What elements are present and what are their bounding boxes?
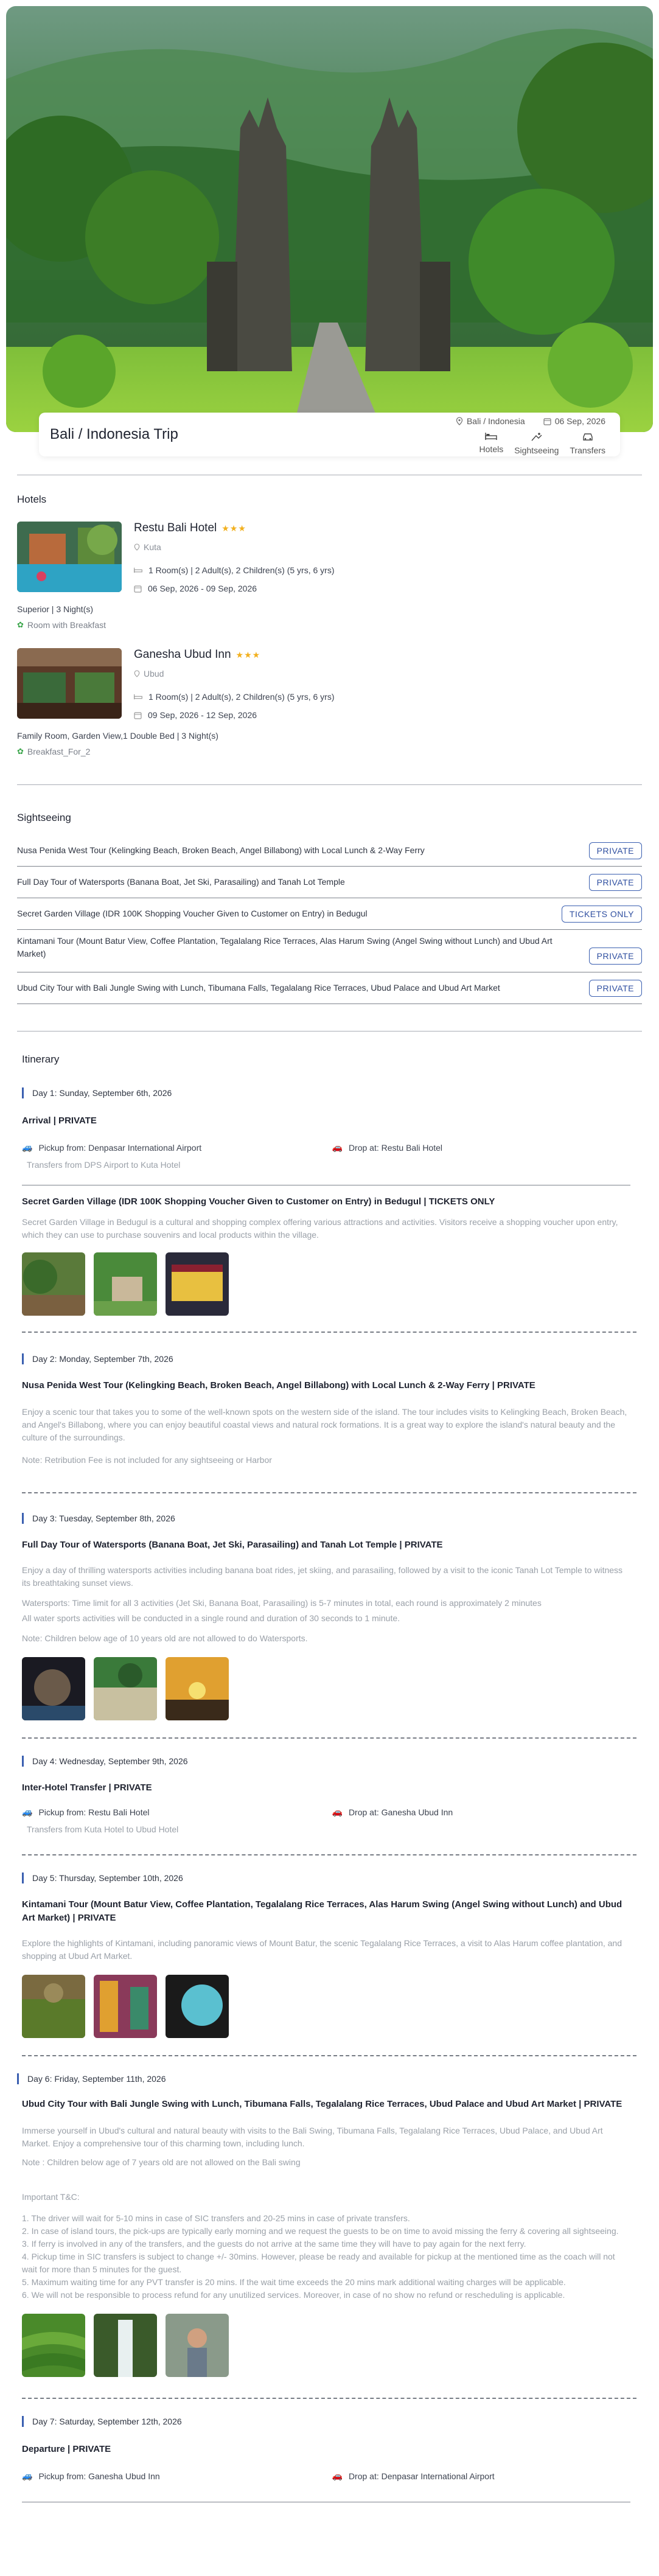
activity-images [22,1657,642,1720]
trip-title: Bali / Indonesia Trip [50,426,178,442]
sightseeing-title: Sightseeing [17,812,71,823]
tab-hotels[interactable]: Hotels [479,432,504,455]
activity-images [22,1252,642,1316]
location-pin-icon [456,417,463,425]
sightseeing-name: Nusa Penida West Tour (Kelingking Beach, Broken Beach, Angel Billabong) with Local Lunch & 2-Way Ferry [17,845,425,855]
car-icon: 🚗 [332,1807,343,1817]
tc-item: 6. We will not be responsible to process refund for any unutilized services. Moreover, in case of no show no refund or rescheduling is applicable. [22,2290,565,2300]
activity-image [166,1657,229,1720]
sightseeing-badge: PRIVATE [589,874,642,891]
transfer-note: Transfers from DPS Airport to Kuta Hotel [27,1160,181,1170]
star-rating: ★★★ [221,523,246,533]
sightseeing-row [17,930,642,972]
activity-detail: All water sports activities will be conducted in a single round and duration of 30 seconds to 1 minute. [22,1613,400,1623]
activity-image [22,1975,85,2038]
day-label: Day 6: Friday, September 11th, 2026 [17,2073,642,2084]
calendar-icon [134,711,142,719]
tc-list [22,2212,630,2302]
bed-icon [134,694,142,700]
hotel-card [17,522,642,593]
sightseeing-badge: PRIVATE [589,948,642,965]
tc-item: 3. If ferry is involved in any of the transfers, and the guests do not arrive at the same time they will have to pay again for the next ferry. [22,2239,526,2249]
activity-title: Secret Garden Village (IDR 100K Shopping Voucher Given to Customer on Entry) in Bedugul | TICKETS ONLY [22,1196,495,1207]
activity-title: Inter-Hotel Transfer | PRIVATE [22,1782,152,1793]
activity-image [22,1657,85,1720]
tab-sightseeing[interactable]: Sightseeing [514,432,559,455]
activity-image [94,1252,157,1316]
leaf-icon: ✿ [17,620,24,629]
day-label: Day 1: Sunday, September 6th, 2026 [22,1087,642,1098]
activity-note: Note: Children below age of 10 years old are not allowed to do Watersports. [22,1633,308,1643]
activity-title: Arrival | PRIVATE [22,1115,97,1126]
tc-item: 4. Pickup time in SIC transfers is subject to change +/- 30mins. However, please be ready and available for pickup at the mentioned time as the coach will not wait for more than 5 minutes for the guest. [22,2252,615,2274]
calendar-icon [543,417,551,425]
hotel-location: Kuta [134,542,334,552]
transfer-row: 🚙 Pickup from: Denpasar International Airport 🚗 Drop at: Restu Bali Hotel [22,1142,443,1153]
hero-image [6,6,653,432]
trip-date: 06 Sep, 2026 [543,416,605,426]
car-icon: 🚙 [22,1142,33,1152]
sightseeing-name: Full Day Tour of Watersports (Banana Boat, Jet Ski, Parasailing) and Tanah Lot Temple [17,877,345,887]
car-icon: 🚗 [332,2471,343,2480]
activity-image [94,1657,157,1720]
activity-image [22,1252,85,1316]
hotel-name[interactable]: Ganesha Ubud Inn ★★★ [134,648,261,661]
car-icon: 🚙 [22,2471,33,2480]
trip-location: Bali / Indonesia [456,416,525,426]
sightseeing-badge: TICKETS ONLY [562,906,642,923]
activity-image [94,2314,157,2377]
day-label: Day 5: Thursday, September 10th, 2026 [22,1873,642,1883]
sightseeing-name: Secret Garden Village (IDR 100K Shopping Voucher Given to Customer on Entry) in Bedugul [17,909,368,918]
sightseeing-row [17,898,642,930]
car-icon: 🚙 [22,1807,33,1817]
activity-title: Kintamani Tour (Mount Batur View, Coffee Plantation, Tegalalang Rice Terraces, Alas Harum Swing (Angel Swing without Lunch) and Ubud Art Market) | PRIVATE [22,1899,622,1923]
activity-description: Immerse yourself in Ubud's cultural and natural beauty with visits to the Bali Swing, Tibumana Falls, Tegalalang Rice Terraces, Ubud Palace, and Ubud Art Market. Enjoy a comprehensive tour of this charming town, including lunch. [22,2126,603,2148]
hotel-dates: 06 Sep, 2026 - 09 Sep, 2026 [134,584,334,593]
hotel-rooms: 1 Room(s) | 2 Adult(s), 2 Children(s) (5 yrs, 6 yrs) [134,692,334,702]
calendar-icon [134,585,142,593]
trip-meta [456,414,605,455]
activity-description: Enjoy a day of thrilling watersports activities including banana boat rides, jet skiing, and parasailing, followed by a visit to the iconic Tanah Lot Temple to witness its breathtaking sunset views. [22,1565,623,1588]
activity-title: Departure | PRIVATE [22,2444,111,2454]
hotel-rooms: 1 Room(s) | 2 Adult(s), 2 Children(s) (5 yrs, 6 yrs) [134,565,334,575]
activity-images [22,2314,642,2377]
star-rating: ★★★ [235,649,261,660]
activity-detail: Watersports: Time limit for all 3 activities (Jet Ski, Banana Boat, Parasailing) is 5-7 minutes in total, each round is approximately 2 minutes [22,1598,542,1608]
location-pin-icon [134,543,140,551]
activity-image [22,2314,85,2377]
sightseeing-badge: PRIVATE [589,980,642,997]
bed-icon [134,567,142,573]
hotel-room-type: Family Room, Garden View,1 Double Bed | 3 Night(s) [17,731,218,741]
tc-item: 2. In case of island tours, the pick-ups are typically early morning and we request the guests to be on time to avoid missing the ferry & covering all sightseeing. [22,2226,619,2236]
activity-image [166,1975,229,2038]
activity-description: Explore the highlights of Kintamani, including panoramic views of Mount Batur, the scenic Tegalalang Rice Terraces, a visit to Alas Harum coffee plantation, and shopping at Ubud Art Market. [22,1938,622,1961]
transfer-note: Transfers from Kuta Hotel to Ubud Hotel [27,1824,179,1834]
bed-icon [485,432,497,441]
hotel-location: Ubud [134,669,334,679]
sightseeing-name: Kintamani Tour (Mount Batur View, Coffee Plantation, Tegalalang Rice Terraces, Alas Harum Swing (Angel Swing without Lunch) and Ubud Art Market) [17,935,553,958]
day-label: Day 2: Monday, September 7th, 2026 [22,1353,642,1364]
activity-description: Enjoy a scenic tour that takes you to some of the well-known spots on the western side of the island. The tour includes visits to Kelingking Beach, Broken Beach, and Angel's Billabong, where you can enjoy beautiful coastal views and natural rock formations. It is a great way to explore the island's natural beauty and the culture of the surroundings. [22,1407,627,1442]
day-label: Day 7: Saturday, September 12th, 2026 [22,2416,642,2427]
activity-title: Nusa Penida West Tour (Kelingking Beach, Broken Beach, Angel Billabong) with Local Lunch & 2-Way Ferry | PRIVATE [22,1380,535,1391]
tc-item: 1. The driver will wait for 5-10 mins in case of SIC transfers and 20-25 mins in case of private transfers. [22,2213,410,2223]
activity-description: Secret Garden Village in Bedugul is a cultural and shopping complex offering various attractions and activities. Visitors receive a shopping voucher upon entry, which they can use to purchase souvenirs and local products within the village. [22,1217,618,1240]
hotel-name[interactable]: Restu Bali Hotel ★★★ [134,522,246,534]
hotel-image [17,648,122,719]
activity-image [166,1252,229,1316]
sightseeing-badge: PRIVATE [589,842,642,859]
sightseeing-row [17,867,642,898]
sightseeing-name: Ubud City Tour with Bali Jungle Swing with Lunch, Tibumana Falls, Tegalalang Rice Terraces, Ubud Palace and Ubud Art Market [17,983,500,993]
hotel-dates: 09 Sep, 2026 - 12 Sep, 2026 [134,710,334,720]
tc-item: 5. Maximum waiting time for any PVT transfer is 20 mins. If the wait time exceeds the 20 mins mark additional waiting charges will be applicable. [22,2277,566,2287]
hotel-card [17,648,642,720]
hotel-board: ✿ Breakfast_For_2 [17,747,91,756]
transfer-row: 🚙 Pickup from: Ganesha Ubud Inn 🚗 Drop at: Denpasar International Airport [22,2471,495,2481]
activity-images [22,1975,642,2038]
car-icon [582,432,594,442]
leaf-icon: ✿ [17,747,24,756]
car-icon: 🚗 [332,1142,343,1152]
hotel-board: ✿ Room with Breakfast [17,620,106,630]
location-pin-icon [134,670,140,677]
sightseeing-icon [531,432,543,442]
trip-summary-card [39,413,620,456]
activity-image [166,2314,229,2377]
hotel-room-type: Superior | 3 Night(s) [17,604,94,614]
activity-image [94,1975,157,2038]
day-label: Day 3: Tuesday, September 8th, 2026 [22,1513,642,1524]
sightseeing-row [17,835,642,867]
activity-title: Ubud City Tour with Bali Jungle Swing with Lunch, Tibumana Falls, Tegalalang Rice Terraces, Ubud Palace and Ubud Art Market | PRIVATE [22,2099,622,2109]
hotel-image [17,522,122,592]
hotels-title: Hotels [17,494,47,505]
transfer-row: 🚙 Pickup from: Restu Bali Hotel 🚗 Drop at: Ganesha Ubud Inn [22,1807,453,1817]
tc-title: Important T&C: [22,2192,80,2202]
tab-transfers[interactable]: Transfers [570,432,605,455]
sightseeing-row [17,972,642,1004]
itinerary-title: Itinerary [22,1053,60,1065]
day-label: Day 4: Wednesday, September 9th, 2026 [22,1756,642,1767]
activity-title: Full Day Tour of Watersports (Banana Boat, Jet Ski, Parasailing) and Tanah Lot Temple | PRIVATE [22,1540,443,1550]
activity-note: Note : Children below age of 7 years old are not allowed on the Bali swing [22,2157,301,2167]
activity-note: Note: Retribution Fee is not included for any sightseeing or Harbor [22,1455,272,1465]
